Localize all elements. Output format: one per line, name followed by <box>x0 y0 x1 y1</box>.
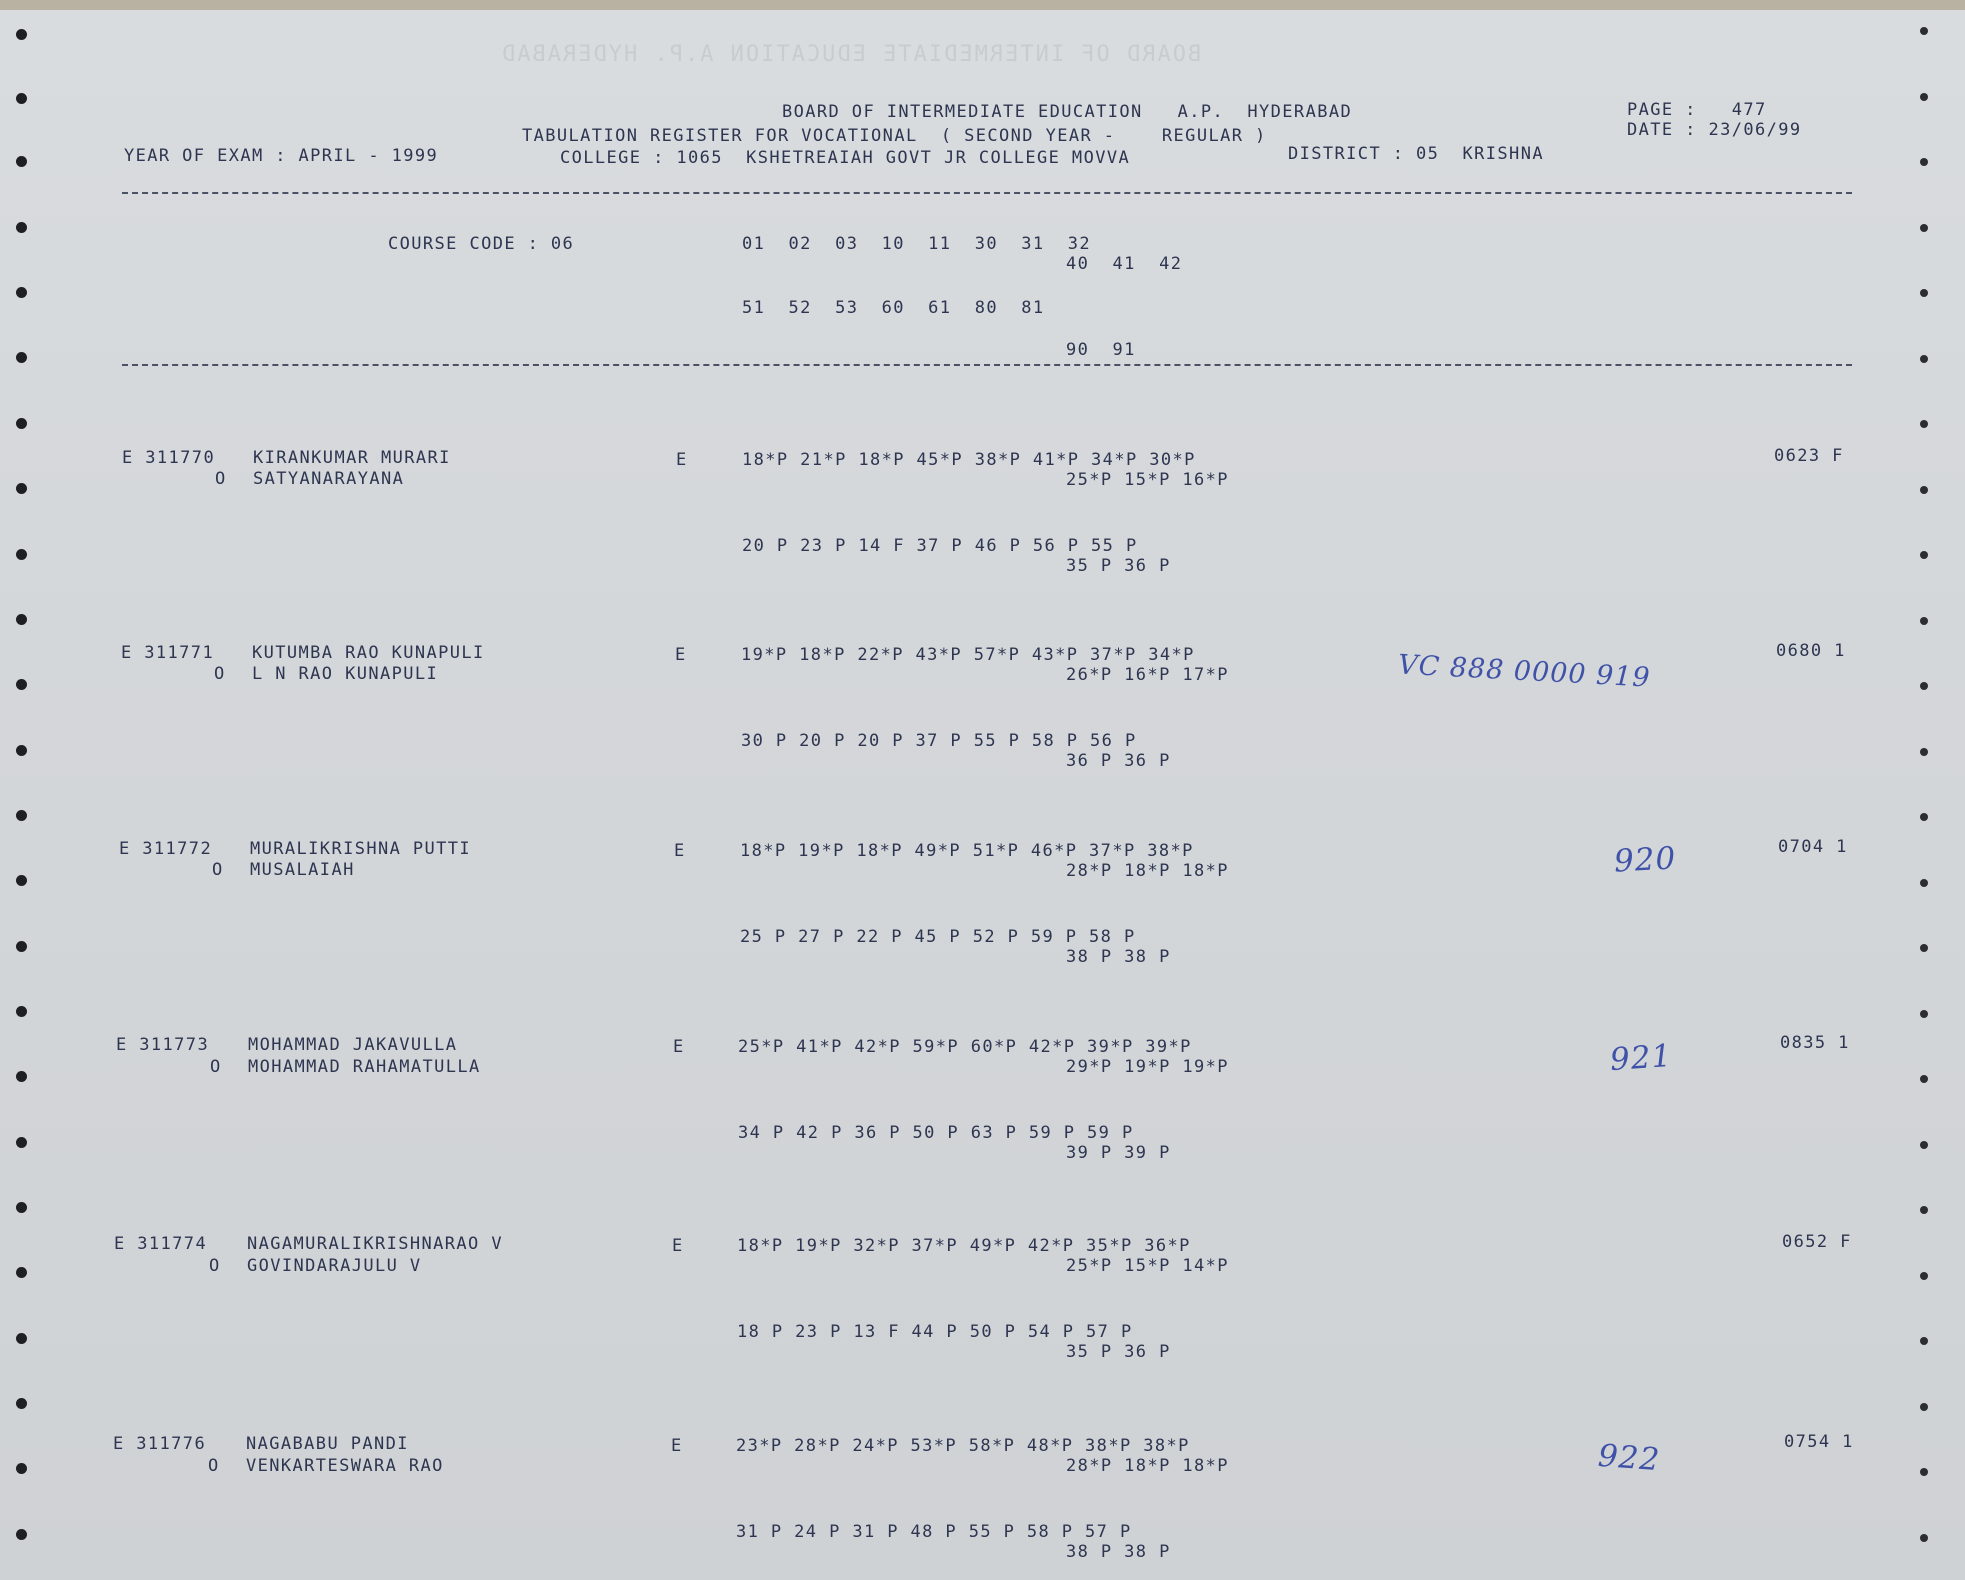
marks-row1b: 25*P 15*P 14*P <box>1066 1256 1229 1276</box>
parent-name: VENKARTESWARA RAO <box>246 1456 444 1476</box>
marks-row2: 30 P 20 P 20 P 37 P 55 P 58 P 56 P <box>741 731 1137 751</box>
student-name: MOHAMMAD JAKAVULLA <box>248 1035 458 1055</box>
course-code-label: COURSE CODE : 06 <box>388 234 575 254</box>
student-name: KIRANKUMAR MURARI <box>253 448 451 468</box>
parent-prefix: O <box>215 469 227 489</box>
subject-codes-row1: 01 02 03 10 11 30 31 32 <box>742 234 1092 254</box>
medium-code: E <box>676 450 688 470</box>
handwritten-note: 922 <box>1596 1437 1662 1479</box>
medium-code: E <box>671 1436 683 1456</box>
total-result: 0835 1 <box>1780 1033 1850 1053</box>
subject-codes-row3: 90 91 <box>1066 340 1136 360</box>
student-name: MURALIKRISHNA PUTTI <box>250 839 472 859</box>
marks-row1: 19*P 18*P 22*P 43*P 57*P 43*P 37*P 34*P <box>741 645 1195 665</box>
marks-row1: 25*P 41*P 42*P 59*P 60*P 42*P 39*P 39*P <box>738 1037 1192 1057</box>
marks-row1: 18*P 19*P 18*P 49*P 51*P 46*P 37*P 38*P <box>740 841 1194 861</box>
handwritten-note: VC 888 0000 919 <box>1397 649 1652 694</box>
marks-row2: 25 P 27 P 22 P 45 P 52 P 59 P 58 P <box>740 927 1136 947</box>
total-result: 0652 F <box>1782 1232 1852 1252</box>
student-id: E 311772 <box>119 839 213 859</box>
subject-codes-row1b: 40 41 42 <box>1066 254 1183 274</box>
register-sheet <box>0 10 1965 1580</box>
handwritten-note: 920 <box>1613 840 1678 880</box>
total-result: 0623 F <box>1774 446 1844 466</box>
register-title: TABULATION REGISTER FOR VOCATIONAL ( SECOND YEAR - REGULAR ) <box>522 126 1267 146</box>
marks-row2: 34 P 42 P 36 P 50 P 63 P 59 P 59 P <box>738 1123 1134 1143</box>
page-number: PAGE : 477 <box>1627 100 1767 120</box>
marks-row2: 31 P 24 P 31 P 48 P 55 P 58 P 57 P <box>736 1522 1132 1542</box>
marks-row2: 18 P 23 P 13 F 44 P 50 P 54 P 57 P <box>737 1322 1133 1342</box>
header-rule-bottom <box>122 364 1852 366</box>
student-id: E 311774 <box>114 1234 208 1254</box>
parent-prefix: O <box>208 1456 220 1476</box>
district-info: DISTRICT : 05 KRISHNA <box>1288 144 1544 164</box>
parent-name: MUSALAIAH <box>250 860 355 880</box>
total-result: 0754 1 <box>1784 1432 1854 1452</box>
marks-row1b: 28*P 18*P 18*P <box>1066 1456 1229 1476</box>
student-name: NAGAMURALIKRISHNARAO V <box>247 1234 503 1254</box>
student-name: NAGABABU PANDI <box>246 1434 409 1454</box>
marks-row1b: 29*P 19*P 19*P <box>1066 1057 1229 1077</box>
print-date: DATE : 23/06/99 <box>1627 120 1802 140</box>
bleed-through-text: BOARD OF INTERMEDIATE EDUCATION A.P. HYDERABAD <box>500 42 1202 67</box>
parent-name: MOHAMMAD RAHAMATULLA <box>248 1057 481 1077</box>
total-result: 0704 1 <box>1778 837 1848 857</box>
parent-name: L N RAO KUNAPULI <box>252 664 439 684</box>
college-info: COLLEGE : 1065 KSHETREAIAH GOVT JR COLLEGE MOVVA <box>560 148 1131 168</box>
parent-prefix: O <box>209 1256 221 1276</box>
subject-codes-row2: 51 52 53 60 61 80 81 <box>742 298 1045 318</box>
total-result: 0680 1 <box>1776 641 1846 661</box>
medium-code: E <box>674 841 686 861</box>
board-title: BOARD OF INTERMEDIATE EDUCATION A.P. HYDERABAD <box>782 102 1353 122</box>
marks-row2: 20 P 23 P 14 F 37 P 46 P 56 P 55 P <box>742 536 1138 556</box>
marks-row2b: 36 P 36 P <box>1066 751 1171 771</box>
header-rule-top <box>122 192 1852 194</box>
marks-row1: 18*P 19*P 32*P 37*P 49*P 42*P 35*P 36*P <box>737 1236 1191 1256</box>
marks-row1b: 28*P 18*P 18*P <box>1066 861 1229 881</box>
marks-row2b: 35 P 36 P <box>1066 556 1171 576</box>
marks-row1b: 26*P 16*P 17*P <box>1066 665 1229 685</box>
student-id: E 311773 <box>116 1035 210 1055</box>
parent-name: GOVINDARAJULU V <box>247 1256 422 1276</box>
parent-prefix: O <box>212 860 224 880</box>
medium-code: E <box>672 1236 684 1256</box>
student-id: E 311771 <box>121 643 215 663</box>
marks-row2b: 35 P 36 P <box>1066 1342 1171 1362</box>
marks-row1b: 25*P 15*P 16*P <box>1066 470 1229 490</box>
student-id: E 311776 <box>113 1434 207 1454</box>
marks-row2b: 38 P 38 P <box>1066 1542 1171 1562</box>
medium-code: E <box>675 645 687 665</box>
handwritten-note: 921 <box>1608 1037 1674 1079</box>
marks-row2b: 38 P 38 P <box>1066 947 1171 967</box>
parent-prefix: O <box>210 1057 222 1077</box>
parent-name: SATYANARAYANA <box>253 469 405 489</box>
parent-prefix: O <box>214 664 226 684</box>
student-name: KUTUMBA RAO KUNAPULI <box>252 643 485 663</box>
student-id: E 311770 <box>122 448 216 468</box>
marks-row1: 18*P 21*P 18*P 45*P 38*P 41*P 34*P 30*P <box>742 450 1196 470</box>
marks-row1: 23*P 28*P 24*P 53*P 58*P 48*P 38*P 38*P <box>736 1436 1190 1456</box>
medium-code: E <box>673 1037 685 1057</box>
exam-year: YEAR OF EXAM : APRIL - 1999 <box>124 146 439 166</box>
marks-row2b: 39 P 39 P <box>1066 1143 1171 1163</box>
